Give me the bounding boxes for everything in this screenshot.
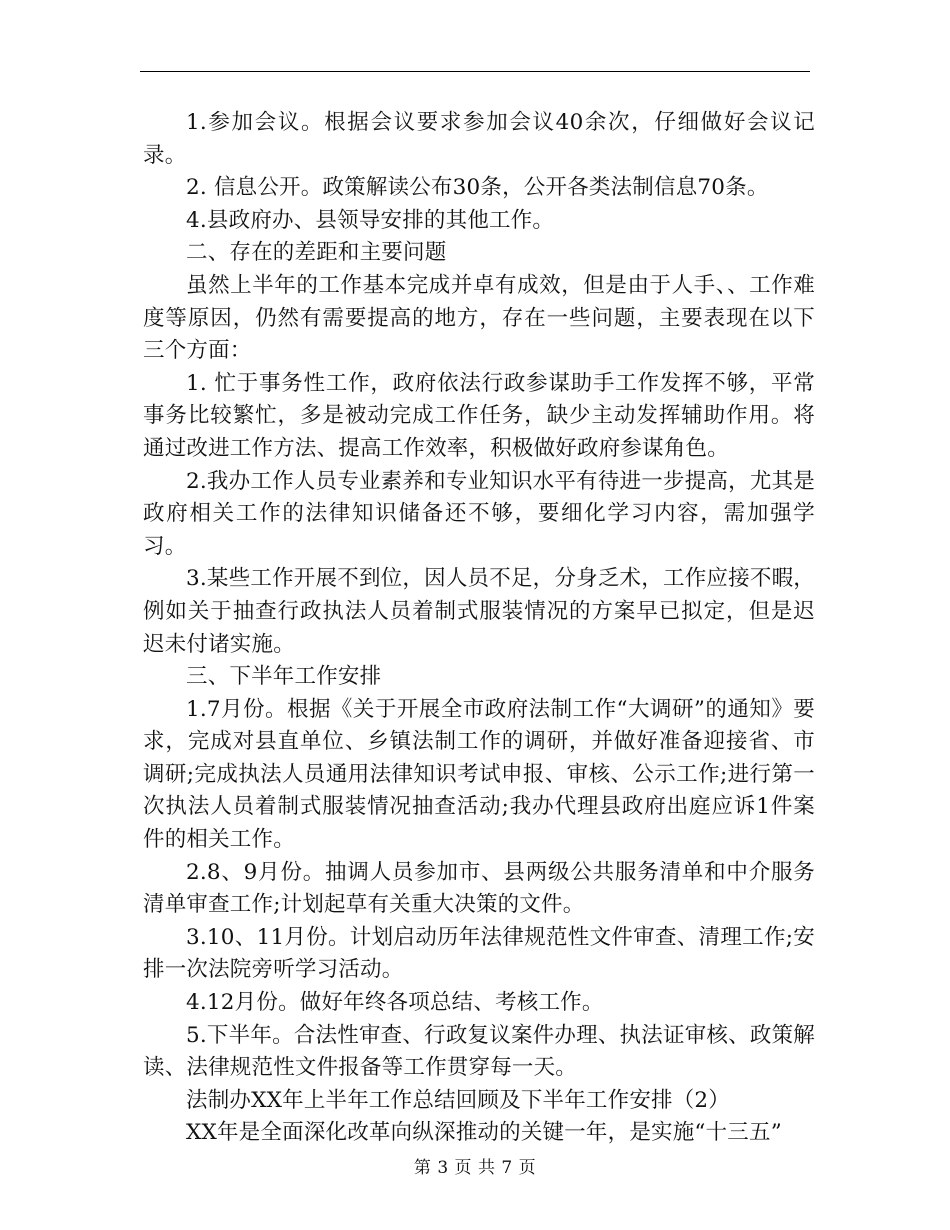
header-rule <box>140 71 810 72</box>
page-number: 第 3 页 共 7 页 <box>413 1158 537 1178</box>
paragraph: 虽然上半年的工作基本完成并卓有成效，但是由于人手、、工作难度等原因，仍然有需要提高的地方，存在一些问题，主要表现在以下三个方面： <box>143 272 815 364</box>
paragraph: 3.10、11月份。计划启动历年法律规范性文件审查、清理工作;安排一次法院旁听学习活动。 <box>143 924 815 983</box>
paragraph: 2. 信息公开。政策解读公布30条，公开各类法制信息70条。 <box>186 175 769 201</box>
section-heading: 三、下半年工作安排 <box>186 664 382 690</box>
paragraph: 1.7月份。根据《关于开展全市政府法制工作“大调研”的通知》要求，完成对县直单位、乡镇法制工作的调研，并做好准备迎接省、市调研;完成执法人员通用法律知识考试申报、审核、公示工作;进行第一次执法人员着制式服装情况抽查活动;我办代理县政府出庭应诉1件案件的相关工作。 <box>143 696 815 853</box>
paragraph: 1. 忙于事务性工作，政府依法行政参谋助手工作发挥不够，平常事务比较繁忙，多是被动完成工作任务，缺少主动发挥辅助作用。将通过改进工作方法、提高工作效率，积极做好政府参谋角色。 <box>143 370 815 461</box>
paragraph: 4.12月份。做好年终各项总结、考核工作。 <box>186 990 604 1016</box>
paragraph: XX年是全面深化改革向纵深推动的关键一年，是实施“十三五” <box>186 1120 782 1146</box>
paragraph: 2.8、9月份。抽调人员参加市、县两级公共服务清单和中介服务清单审查工作;计划起草有关重大决策的文件。 <box>143 859 815 918</box>
document-body <box>143 107 815 1150</box>
section-heading: 二、存在的差距和主要问题 <box>186 240 447 266</box>
paragraph: 2.我办工作人员专业素养和专业知识水平有待进一步提高，尤其是政府相关工作的法律知识储备还不够，要细化学习内容，需加强学习。 <box>143 468 815 559</box>
paragraph: 3.某些工作开展不到位，因人员不足，分身乏术，工作应接不暇，例如关于抽查行政执法人员着制式服装情况的方案早已拟定，但是迟迟未付诸实施。 <box>143 566 815 657</box>
paragraph: 4.县政府办、县领导安排的其他工作。 <box>186 207 555 233</box>
paragraph: 5.下半年。合法性审查、行政复议案件办理、执法证审核、政策解读、法律规范性文件报备等工作贯穿每一天。 <box>143 1022 815 1081</box>
document-subtitle: 法制办XX年上半年工作总结回顾及下半年工作安排（2） <box>186 1087 730 1113</box>
paragraph: 1.参加会议。根据会议要求参加会议40余次，仔细做好会议记录。 <box>143 110 815 168</box>
